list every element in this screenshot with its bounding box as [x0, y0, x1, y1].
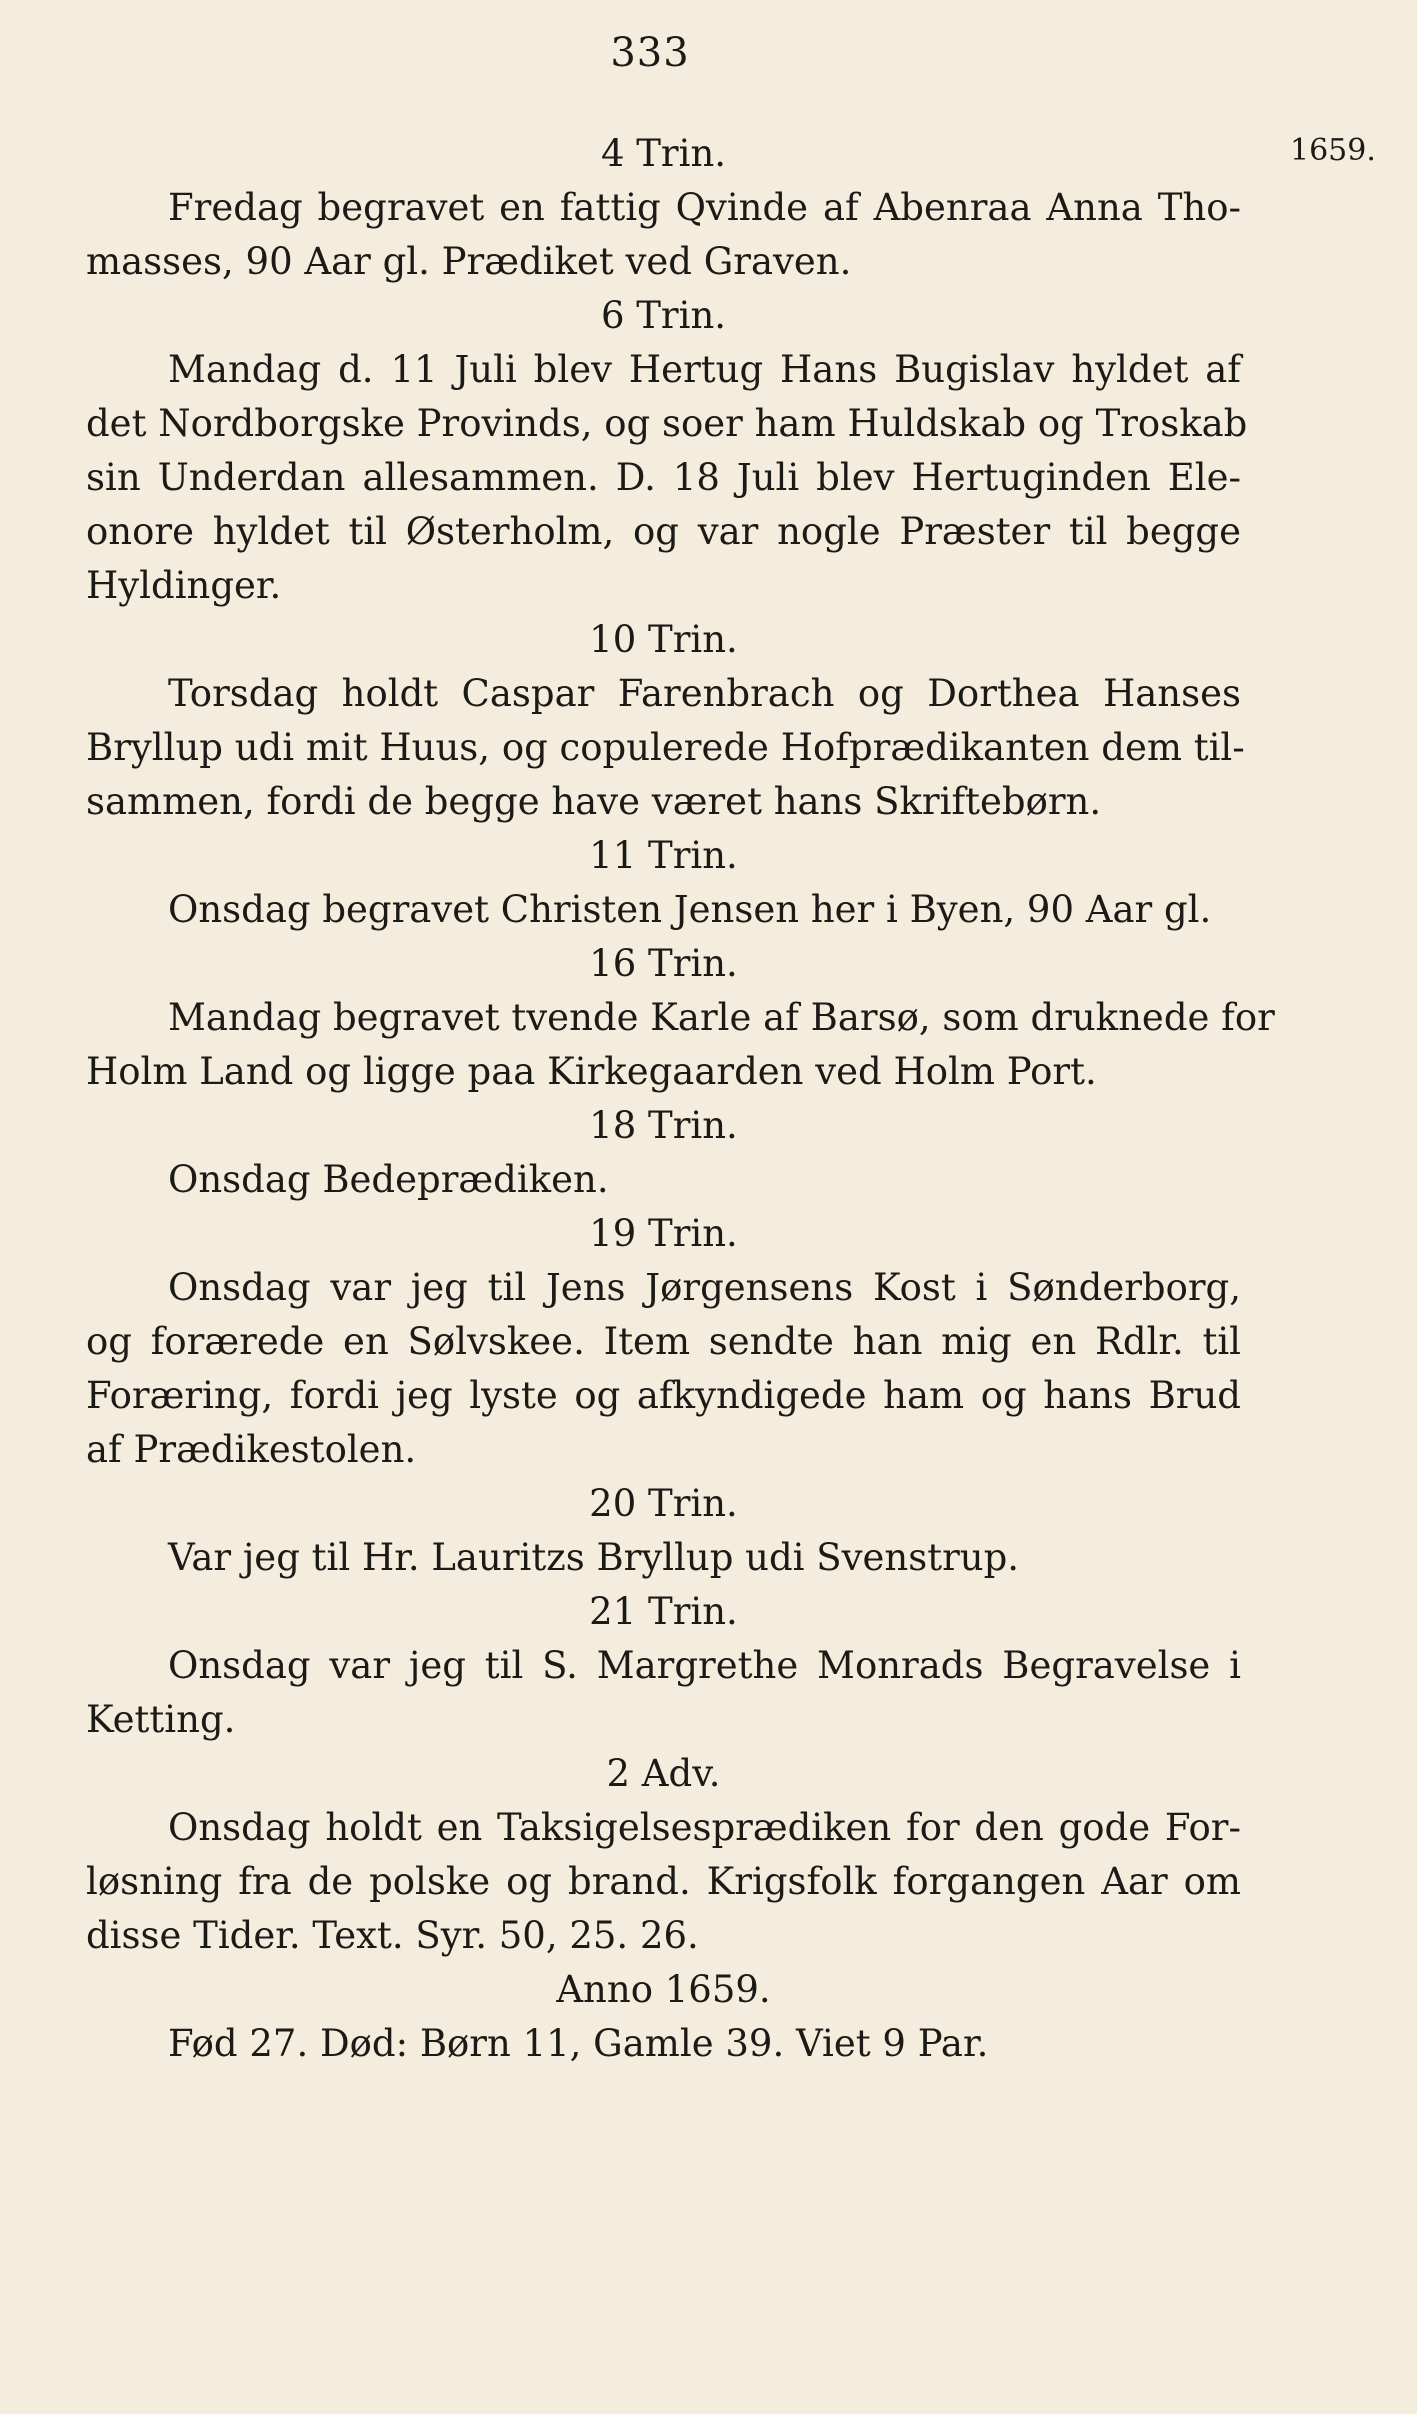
section-heading: 21 Trin.	[589, 1590, 738, 1633]
section-heading: 20 Trin.	[589, 1482, 738, 1525]
margin-year-note: 1659.	[1290, 133, 1376, 168]
line: disse Tider. Text. Syr. 50, 25. 26.	[86, 1914, 699, 1957]
section-heading: 4 Trin.	[600, 132, 727, 175]
section-heading: 6 Trin.	[600, 294, 727, 337]
section-heading: 11 Trin.	[589, 834, 738, 877]
section-heading: 10 Trin.	[589, 618, 738, 661]
line: af Prædikestolen.	[86, 1428, 417, 1471]
section-heading: 16 Trin.	[589, 942, 738, 985]
page-number: 333	[610, 30, 690, 76]
line: Mandag d. 11 Juli blev Hertug Hans Bugislav hyldet af	[168, 348, 1241, 391]
line: Onsdag var jeg til Jens Jørgensens Kost i Sønderborg,	[168, 1266, 1241, 1309]
line: masses, 90 Aar gl. Prædiket ved Graven.	[86, 240, 852, 283]
page-text	[86, 127, 1275, 2071]
line: Onsdag Bedeprædiken.	[168, 1158, 609, 1201]
section-heading: 2 Adv.	[606, 1752, 721, 1795]
line: Hyldinger.	[86, 564, 282, 607]
line: det Nordborgske Provinds, og soer ham Huldskab og Troskab	[86, 402, 1248, 445]
line: og forærede en Sølvskee. Item sendte han mig en Rdlr. til	[86, 1320, 1241, 1363]
line: Bryllup udi mit Huus, og copulerede Hofprædikanten dem til-	[86, 726, 1245, 769]
line: Holm Land og ligge paa Kirkegaarden ved Holm Port.	[86, 1050, 1097, 1093]
section-heading: Anno 1659.	[556, 1968, 771, 2011]
line: sin Underdan allesammen. D. 18 Juli blev Hertuginden Ele-	[86, 456, 1241, 499]
section-heading: 19 Trin.	[589, 1212, 738, 1255]
line: Onsdag begravet Christen Jensen her i Byen, 90 Aar gl.	[168, 888, 1212, 931]
line: Foræring, fordi jeg lyste og afkyndigede ham og hans Brud	[86, 1374, 1241, 1417]
line: onore hyldet til Østerholm, og var nogle Præster til begge	[86, 510, 1241, 553]
section-heading: 18 Trin.	[589, 1104, 738, 1147]
line: Ketting.	[86, 1698, 236, 1741]
line: Fredag begravet en fattig Qvinde af Abenraa Anna Tho-	[168, 186, 1241, 229]
line: Onsdag var jeg til S. Margrethe Monrads Begravelse i	[168, 1644, 1241, 1687]
line: Var jeg til Hr. Lauritzs Bryllup udi Svenstrup.	[168, 1536, 1020, 1579]
line: sammen, fordi de begge have været hans Skriftebørn.	[86, 780, 1102, 823]
line: løsning fra de polske og brand. Krigsfolk forgangen Aar om	[86, 1860, 1241, 1903]
line: Mandag begravet tvende Karle af Barsø, som druknede for	[168, 996, 1275, 1039]
line: Onsdag holdt en Taksigelsesprædiken for den gode For-	[168, 1806, 1241, 1849]
line: Fød 27. Død: Børn 11, Gamle 39. Viet 9 Par.	[168, 2022, 989, 2065]
line: Torsdag holdt Caspar Farenbrach og Dorthea Hanses	[168, 672, 1241, 715]
